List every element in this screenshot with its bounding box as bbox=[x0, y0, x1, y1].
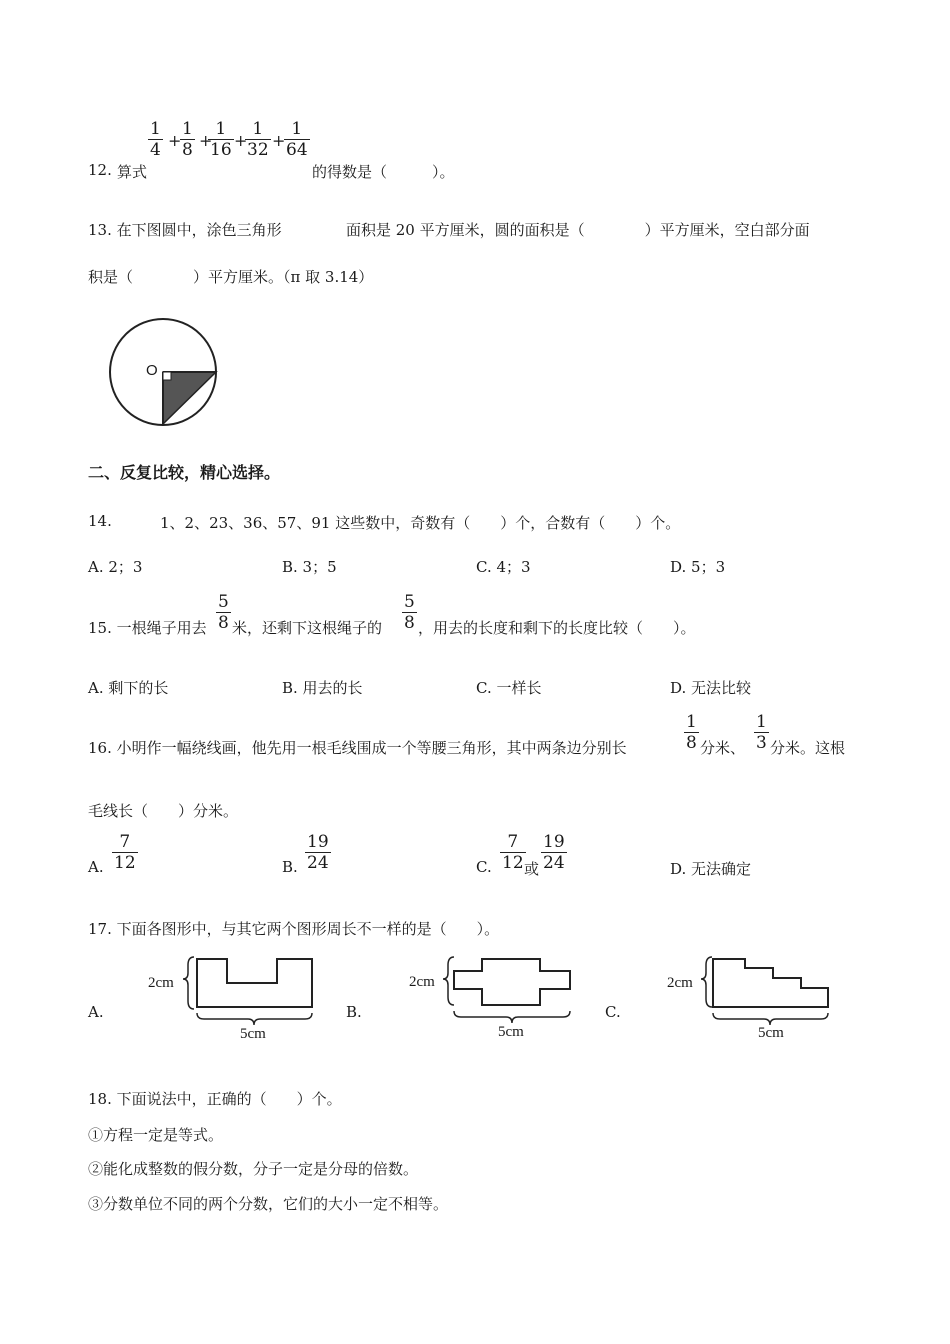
q16-fraction-2: $\frac{1}{3}$ bbox=[756, 712, 767, 753]
q18-text: 18. 下面说法中，正确的（ ）个。 bbox=[88, 1090, 342, 1108]
fig-c-shape[interactable] bbox=[700, 955, 840, 1035]
q18-statement-3: ③分数单位不同的两个分数，它们的大小一定不相等。 bbox=[88, 1195, 449, 1213]
q14-option-d[interactable]: D. 5；3 bbox=[670, 558, 726, 576]
q16-option-c-fraction-1[interactable]: $\frac{7}{12}$ bbox=[502, 832, 524, 873]
fig-c-width-label: 5cm bbox=[758, 1025, 784, 1041]
fraction-1-64: $\frac{1}{64}$ bbox=[286, 119, 308, 160]
fraction-1-8: $\frac{1}{8}$ bbox=[182, 119, 193, 160]
q15-option-d[interactable]: D. 无法比较 bbox=[670, 679, 752, 697]
section-title: 二、反复比较，精心选择。 bbox=[88, 463, 281, 482]
fig-c-height-label: 2cm bbox=[667, 975, 693, 991]
q12-number: 12. bbox=[88, 161, 112, 179]
q15-option-c[interactable]: C. 一样长 bbox=[476, 679, 542, 697]
fig-a-height-label: 2cm bbox=[148, 975, 174, 991]
fig-a-width-label: 5cm bbox=[240, 1026, 266, 1042]
q16-part2: 分米、 bbox=[700, 739, 746, 757]
q17-option-a-label[interactable]: A. bbox=[88, 1003, 104, 1021]
q15-part2: 米，还剩下这根绳子的 bbox=[232, 619, 383, 637]
q18-statement-1: ①方程一定是等式。 bbox=[88, 1126, 224, 1144]
q13-line2: 积是（ ）平方厘米。（π 取 3.14） bbox=[88, 268, 374, 286]
fig-b-shape[interactable] bbox=[440, 955, 580, 1035]
q16-option-b-label[interactable]: B. bbox=[282, 858, 298, 876]
center-label: O bbox=[146, 362, 158, 379]
q14-number: 14. bbox=[88, 512, 112, 530]
q15-fraction-2: $\frac{5}{8}$ bbox=[404, 592, 415, 633]
fraction-1-32: $\frac{1}{32}$ bbox=[247, 119, 269, 160]
plus-sign: + bbox=[168, 131, 182, 150]
fraction-1-4: $\frac{1}{4}$ bbox=[150, 119, 161, 160]
q16-part1: 16. 小明作一幅绕线画，他先用一根毛线围成一个等腰三角形，其中两条边分别长 bbox=[88, 739, 627, 757]
q17-text: 17. 下面各图形中，与其它两个图形周长不一样的是（ ）。 bbox=[88, 920, 500, 938]
fig-b-height-label: 2cm bbox=[409, 974, 435, 990]
q16-option-c-or: 或 bbox=[524, 860, 540, 878]
q13-line1b: 面积是 20 平方厘米，圆的面积是（ ）平方厘米，空白部分面 bbox=[346, 221, 810, 239]
q14-option-c[interactable]: C. 4；3 bbox=[476, 558, 531, 576]
q16-option-a-fraction[interactable]: $\frac{7}{12}$ bbox=[114, 832, 136, 873]
q16-line2: 毛线长（ ）分米。 bbox=[88, 802, 239, 820]
q18-statement-2: ②能化成整数的假分数，分子一定是分母的倍数。 bbox=[88, 1160, 419, 1178]
q16-option-c-label[interactable]: C. bbox=[476, 858, 492, 876]
q16-option-b-fraction[interactable]: $\frac{19}{24}$ bbox=[307, 832, 329, 873]
q16-fraction-1: $\frac{1}{8}$ bbox=[686, 712, 697, 753]
q16-option-a-label[interactable]: A. bbox=[88, 858, 104, 876]
q16-option-d[interactable]: D. 无法确定 bbox=[670, 860, 752, 878]
q16-part3: 分米。这根 bbox=[770, 739, 846, 757]
q14-text: 1、2、23、36、57、91 这些数中，奇数有（ ）个，合数有（ ）个。 bbox=[160, 514, 681, 532]
plus-sign: + bbox=[272, 131, 286, 150]
fig-a-shape[interactable] bbox=[180, 955, 320, 1035]
q13-line1a: 13. 在下图圆中，涂色三角形 bbox=[88, 221, 282, 239]
q17-option-b-label[interactable]: B. bbox=[346, 1003, 362, 1021]
q14-option-b[interactable]: B. 3；5 bbox=[282, 558, 337, 576]
q15-fraction-1: $\frac{5}{8}$ bbox=[218, 592, 229, 633]
fraction-1-16: $\frac{1}{16}$ bbox=[210, 119, 232, 160]
q12-suffix: 的得数是（ ）。 bbox=[312, 163, 455, 181]
q15-part3: ，用去的长度和剩下的长度比较（ ）。 bbox=[418, 619, 696, 637]
circle-figure bbox=[108, 316, 220, 428]
plus-sign: + bbox=[234, 131, 248, 150]
q15-option-b[interactable]: B. 用去的长 bbox=[282, 679, 363, 697]
q15-option-a[interactable]: A. 剩下的长 bbox=[88, 679, 169, 697]
q14-option-a[interactable]: A. 2；3 bbox=[88, 558, 143, 576]
q16-option-c-fraction-2[interactable]: $\frac{19}{24}$ bbox=[543, 832, 565, 873]
plus-sign: + bbox=[199, 131, 213, 150]
q17-option-c-label[interactable]: C. bbox=[605, 1003, 621, 1021]
q12-prefix: 算式 bbox=[117, 163, 148, 181]
fig-b-width-label: 5cm bbox=[498, 1024, 524, 1040]
q15-part1: 15. 一根绳子用去 bbox=[88, 619, 207, 637]
